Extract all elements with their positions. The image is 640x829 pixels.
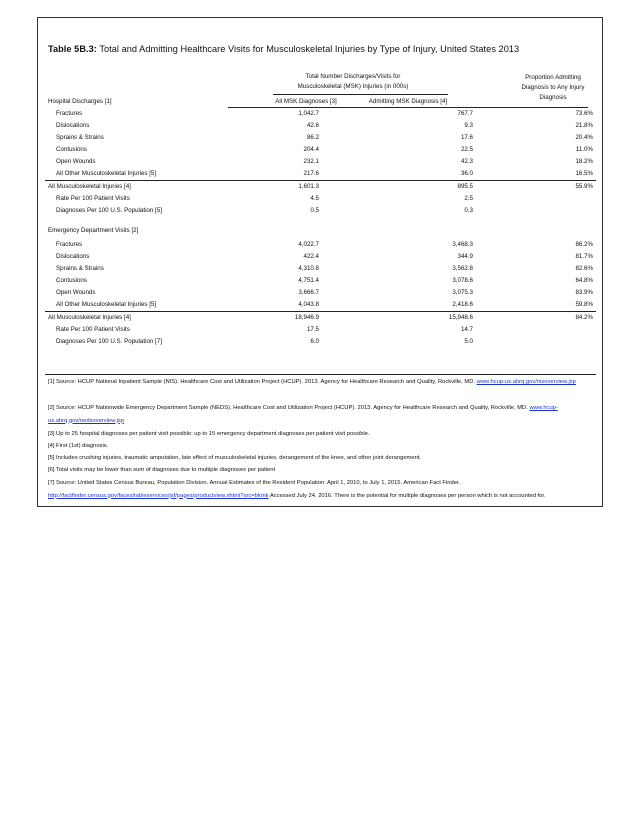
- ed-rate-population-label: Diagnoses Per 100 U.S. Population [7]: [56, 338, 162, 345]
- ed-row-3-label: Contusions: [56, 277, 87, 284]
- hospital-row-0-label: Fractures: [56, 110, 83, 117]
- ed-row-1-all-msk: 422.4: [303, 253, 319, 260]
- hospital-section-label: Hospital Discharges [1]: [48, 98, 112, 105]
- footnote-7-text: [7] Source: United States Census Bureau, Population Division. Annual Estimates of the Resident Population: April 1, 2010, to July 1, 2015. American Fact Finder.: [48, 480, 461, 486]
- proportion-header-line2: Diagnosis to Any Injury: [521, 84, 585, 91]
- ed-rate-visits-label: Rate Per 100 Patient Visits: [56, 326, 130, 333]
- hospital-row-5-proportion: 16.5%: [575, 170, 593, 177]
- hospital-row-3-label: Contusions: [56, 146, 87, 153]
- ed-row-5-proportion: 59.8%: [575, 301, 593, 308]
- hospital-rate-population-all-msk: 0.5: [310, 207, 319, 214]
- ed-section-label: Emergency Department Visits [2]: [48, 227, 139, 234]
- ed-total-label: All Musculoskeletal Injuries [4]: [48, 314, 131, 321]
- ed-row-2-proportion: 82.6%: [575, 265, 593, 272]
- hospital-row-0-proportion: 73.6%: [575, 110, 593, 117]
- table-frame: [37, 17, 603, 507]
- footnote-3: [3] Up to 25 hospital diagnoses per patient visit possible; up to 15 emergency department diagnoses per patient visit possible.: [48, 431, 370, 437]
- ed-rate-visits-all-msk: 17.5: [306, 326, 319, 333]
- group-header: [258, 72, 448, 92]
- hospital-total-proportion: 55.9%: [575, 183, 593, 190]
- hospital-row-4-label: Open Wounds: [56, 158, 96, 165]
- hospital-row-4-proportion: 18.2%: [575, 158, 593, 165]
- footnote-2-link[interactable]: www.hcup-us.ahrq.gov/nedsoverview.jsp: [48, 405, 558, 424]
- hospital-total-label: All Musculoskeletal Injuries [4]: [48, 183, 131, 190]
- group-header-line1: Total Number Discharges/Visits for: [305, 73, 401, 80]
- hospital-rate-visits-label: Rate Per 100 Patient Visits: [56, 195, 130, 202]
- hospital-row-2-all-msk: 86.2: [306, 134, 319, 141]
- footnote-rule: [45, 374, 596, 375]
- ed-rate-population-all-msk: 6.0: [310, 338, 319, 345]
- ed-row-0-all-msk: 4,022.7: [298, 241, 319, 248]
- hospital-row-1-all-msk: 42.6: [306, 122, 319, 129]
- ed-row-4-label: Open Wounds: [56, 289, 96, 296]
- group-header-rule: [273, 94, 448, 95]
- footnote-2: [48, 402, 593, 427]
- footnote-2-text: [2] Source: HCUP Nationwide Emergency Department Sample (NEDS). Healthcare Cost and Utilization Project (HCUP). 2013. Agency for Healthcare Research and Quality, Rockville, MD.: [48, 405, 528, 411]
- ed-row-1-label: Dislocations: [56, 253, 90, 260]
- hospital-total-rule: [45, 180, 596, 181]
- table-title-text: Total and Admitting Healthcare Visits for Musculoskeletal Injuries by Type of Injury, United States 2013: [99, 44, 520, 54]
- ed-row-5-all-msk: 4,043.8: [298, 301, 319, 308]
- hospital-row-0-all-msk: 1,042.7: [298, 110, 319, 117]
- hospital-row-4-admitting: 42.3: [460, 158, 473, 165]
- footnote-7-link[interactable]: http://factfinder.census.gov/faces/tableservices/jsf/pages/productview.xhtml?src=bkmk: [48, 492, 269, 499]
- hospital-row-1-label: Dislocations: [56, 122, 90, 129]
- hospital-row-3-admitting: 22.5: [460, 146, 473, 153]
- col-admitting-header: Admitting MSK Diagnosis [4]: [368, 98, 448, 105]
- hospital-row-1-proportion: 21.8%: [575, 122, 593, 129]
- footnote-5: [5] Includes crushing injuries, traumatic amputation, late effect of musculoskeletal injuries, derangement of the knee, and other joint derangement.: [48, 455, 422, 461]
- hospital-row-5-label: All Other Musculoskeletal Injuries [5]: [56, 170, 157, 177]
- ed-row-2-admitting: 3,562.8: [452, 265, 473, 272]
- ed-row-0-proportion: 86.2%: [575, 241, 593, 248]
- ed-row-2-label: Sprains & Strains: [56, 265, 104, 272]
- ed-row-4-admitting: 3,075.3: [452, 289, 473, 296]
- footnote-7: [48, 477, 593, 502]
- hospital-row-4-all-msk: 232.1: [303, 158, 319, 165]
- ed-row-1-admitting: 344.9: [457, 253, 473, 260]
- hospital-row-3-proportion: 11.0%: [575, 146, 593, 153]
- hospital-row-2-proportion: 20.4%: [575, 134, 593, 141]
- hospital-row-5-admitting: 36.0: [460, 170, 473, 177]
- hospital-row-5-all-msk: 217.6: [303, 170, 319, 177]
- ed-row-3-admitting: 3,078.6: [452, 277, 473, 284]
- hospital-rate-population-label: Diagnoses Per 100 U.S. Population [5]: [56, 207, 162, 214]
- hospital-row-1-admitting: 9.3: [464, 122, 473, 129]
- footnote-1: [48, 376, 593, 389]
- ed-row-0-label: Fractures: [56, 241, 83, 248]
- ed-rate-population-admitting: 5.0: [464, 338, 473, 345]
- footnote-1-link[interactable]: www.hcup-us.ahrq.gov/nisoverview.jsp: [476, 379, 576, 385]
- ed-row-2-all-msk: 4,310.8: [298, 265, 319, 272]
- hospital-row-2-label: Sprains & Strains: [56, 134, 104, 141]
- ed-total-rule: [45, 311, 596, 312]
- footnote-6: [6] Total visits may be lower than sum of diagnoses due to multiple diagnoses per patient: [48, 467, 276, 473]
- ed-row-0-admitting: 3,468.3: [452, 241, 473, 248]
- ed-row-3-proportion: 64.8%: [575, 277, 593, 284]
- ed-row-4-proportion: 83.9%: [575, 289, 593, 296]
- ed-row-5-admitting: 2,418.6: [452, 301, 473, 308]
- ed-row-3-all-msk: 4,751.4: [298, 277, 319, 284]
- ed-row-4-all-msk: 3,666.7: [298, 289, 319, 296]
- proportion-header: [508, 73, 598, 103]
- ed-total-all-msk: 18,946.9: [294, 314, 319, 321]
- hospital-rate-population-admitting: 0.3: [464, 207, 473, 214]
- ed-row-5-label: All Other Musculoskeletal Injuries [5]: [56, 301, 157, 308]
- hospital-total-all-msk: 1,601.3: [298, 183, 319, 190]
- table-number: Table 5B.3:: [48, 44, 97, 54]
- hospital-rate-visits-all-msk: 4.5: [310, 195, 319, 202]
- header-rule: [228, 107, 588, 108]
- ed-row-1-proportion: 81.7%: [575, 253, 593, 260]
- footnote-1-text: [1] Source: HCUP National Inpatient Sample (NIS). Healthcare Cost and Utilization Project (HCUP). 2013. Agency for Healthcare Research and Quality, Rockville, MD.: [48, 379, 476, 385]
- hospital-rate-visits-admitting: 2.5: [464, 195, 473, 202]
- ed-total-admitting: 15,948.6: [448, 314, 473, 321]
- table-title: [48, 44, 519, 54]
- hospital-row-3-all-msk: 204.4: [303, 146, 319, 153]
- hospital-total-admitting: 895.5: [457, 183, 473, 190]
- footnote-4: [4] First (1st) diagnosis.: [48, 443, 109, 449]
- hospital-row-0-admitting: 767.7: [457, 110, 473, 117]
- proportion-header-line3: Diagnosis: [539, 94, 567, 101]
- ed-rate-visits-admitting: 14.7: [460, 326, 473, 333]
- ed-total-proportion: 84.2%: [575, 314, 593, 321]
- footnote-7-tail: Accessed July 24, 2016. There is the potential for multiple diagnoses per person which is not accounted for.: [269, 492, 546, 499]
- group-header-line2: Musculoskeletal (MSK) Injuries (in 000s): [297, 83, 409, 90]
- col-all-msk-header: All MSK Diagnoses [3]: [275, 98, 337, 105]
- proportion-header-line1: Proportion Admitting: [525, 74, 581, 81]
- hospital-row-2-admitting: 17.6: [460, 134, 473, 141]
